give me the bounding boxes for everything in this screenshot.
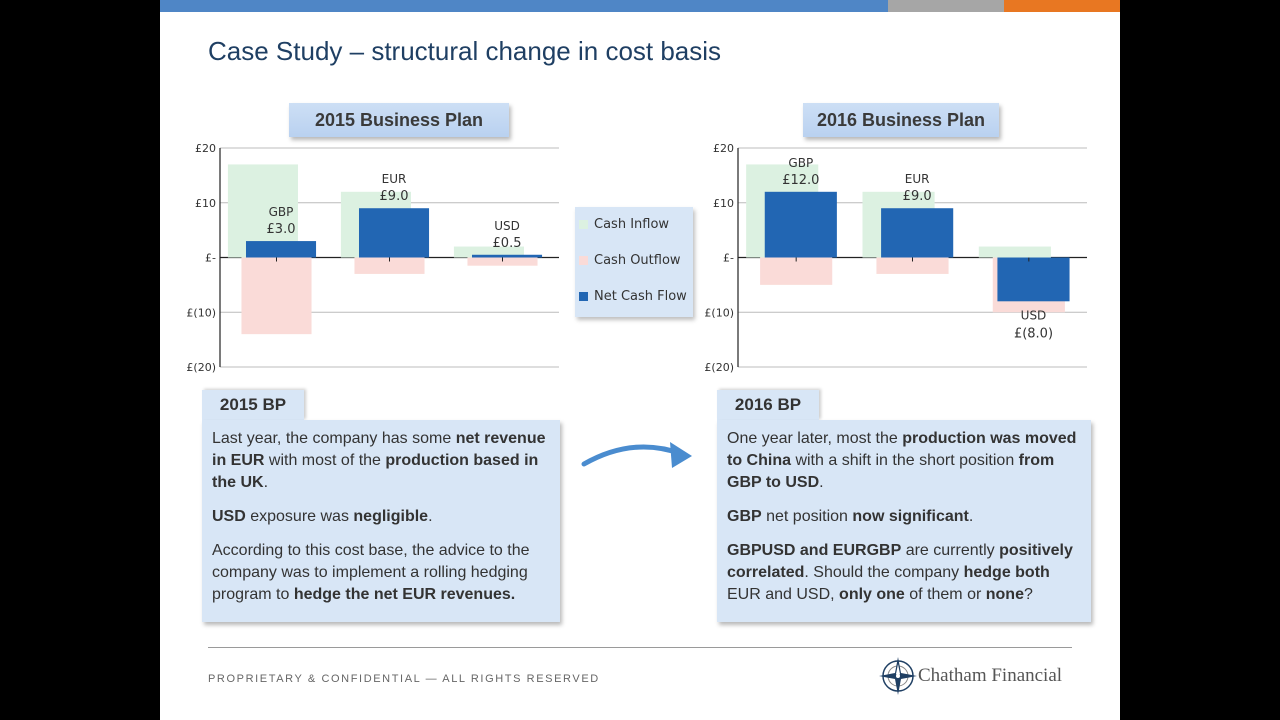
data-label: £9.0 xyxy=(379,189,409,205)
y-tick-label: £(10) xyxy=(704,306,734,320)
text: of them or xyxy=(904,586,986,603)
legend-item-net-cash-flow xyxy=(579,289,687,304)
top-bar-gray xyxy=(888,0,1004,12)
bar-cash-inflow-usd xyxy=(979,247,1051,258)
paragraph xyxy=(727,428,1081,494)
logo-text: Chatham Financial xyxy=(918,665,1063,686)
chart-title-2016: 2016 Business Plan xyxy=(803,103,999,137)
chart-2016-business-plan xyxy=(660,130,1100,390)
bold-text: production based in the UK xyxy=(212,452,539,491)
bold-text: only one xyxy=(839,586,905,603)
text: . xyxy=(968,508,974,525)
bar-net-cash-flow-gbp xyxy=(765,192,837,258)
footer-divider xyxy=(208,647,1072,648)
data-label: £0.5 xyxy=(492,235,522,251)
bold-text: now significant xyxy=(852,508,969,525)
bold-text: GBPUSD and EURGBP xyxy=(727,542,902,559)
category-label: GBP xyxy=(788,155,814,170)
tab-2016-bp: 2016 BP xyxy=(717,390,819,420)
y-tick-label: £10 xyxy=(195,196,216,210)
data-label: £12.0 xyxy=(782,172,820,188)
bold-text: none xyxy=(985,586,1024,603)
y-tick-label: £(10) xyxy=(186,306,216,320)
bar-cash-outflow-gbp xyxy=(241,258,311,335)
slide-title: Case Study – structural change in cost basis xyxy=(208,36,722,66)
bold-text: hedge both xyxy=(963,564,1050,581)
category-label: USD xyxy=(1020,308,1047,323)
bar-net-cash-flow-usd xyxy=(997,258,1069,302)
legend-swatch-net-cash-flow xyxy=(579,292,588,301)
text: ? xyxy=(1023,586,1033,603)
legend-item-cash-inflow xyxy=(579,217,669,232)
y-tick-label: £(20) xyxy=(704,361,734,374)
text: One year later, most the xyxy=(727,430,903,447)
curved-arrow-right-icon xyxy=(578,430,698,480)
category-label: USD xyxy=(494,218,520,233)
compass-rose-icon xyxy=(878,656,918,696)
text: . Should the company xyxy=(804,564,964,581)
chart-title-2015: 2015 Business Plan xyxy=(289,103,509,137)
paragraph xyxy=(727,506,1081,528)
text: net position xyxy=(761,508,853,525)
slide xyxy=(160,0,1120,720)
tab-2015-bp: 2015 BP xyxy=(202,390,304,420)
legend-swatch-cash-outflow xyxy=(579,256,588,265)
y-tick-label: £- xyxy=(723,251,734,265)
bold-text: positively correlated xyxy=(727,542,1073,581)
legend-label-net-cash-flow: Net Cash Flow xyxy=(594,289,687,304)
top-bar-blue xyxy=(160,0,888,12)
category-label: GBP xyxy=(268,205,294,220)
chart-2015-business-plan xyxy=(160,130,580,390)
footer-confidential: PROPRIETARY & CONFIDENTIAL — ALL RIGHTS RESERVED xyxy=(208,673,600,685)
legend-item-cash-outflow xyxy=(579,253,681,268)
data-label: £9.0 xyxy=(902,189,932,205)
data-label: £(8.0) xyxy=(1013,326,1054,342)
bold-text: GBP xyxy=(727,508,762,525)
data-label: £3.0 xyxy=(266,222,296,238)
bold-text: from GBP to USD xyxy=(727,452,1055,491)
y-tick-label: £10 xyxy=(713,196,734,210)
top-bar-orange xyxy=(1004,0,1120,12)
bold-text: production was moved to China xyxy=(727,430,1077,469)
paragraph xyxy=(727,540,1081,606)
category-label: EUR xyxy=(381,172,407,187)
text-box-2016-bp xyxy=(717,420,1091,622)
bold-text: net revenue in EUR xyxy=(212,430,546,469)
y-tick-label: £20 xyxy=(195,142,216,155)
bar-net-cash-flow-usd xyxy=(472,255,542,258)
text: . xyxy=(428,508,433,525)
y-tick-label: £20 xyxy=(713,142,734,155)
text: Last year, the company has some xyxy=(212,430,456,447)
bar-net-cash-flow-gbp xyxy=(246,241,316,257)
text: . xyxy=(263,474,269,491)
text: . xyxy=(819,474,824,491)
text-box-2015-bp xyxy=(202,420,560,622)
chart-legend xyxy=(575,207,693,317)
bar-cash-outflow-gbp xyxy=(760,258,832,285)
text: are currently xyxy=(901,542,1000,559)
bold-text: hedge the net EUR revenues. xyxy=(293,586,516,603)
text: exposure was xyxy=(245,508,354,525)
bold-text: negligible xyxy=(353,508,429,525)
legend-swatch-cash-inflow xyxy=(579,220,588,229)
legend-label-cash-outflow: Cash Outflow xyxy=(594,253,681,268)
text: EUR and USD, xyxy=(727,586,840,603)
paragraph xyxy=(212,506,550,528)
paragraph xyxy=(212,540,550,606)
bar-net-cash-flow-eur xyxy=(359,208,429,257)
category-label: EUR xyxy=(904,172,930,187)
y-tick-label: £- xyxy=(205,251,216,265)
legend-label-cash-inflow: Cash Inflow xyxy=(594,217,670,232)
text: According to this cost base, the advice to the company was to implement a rolling hedging program to xyxy=(212,542,530,603)
paragraph xyxy=(212,428,550,494)
text: with a shift in the short position xyxy=(791,452,1019,469)
text: with most of the xyxy=(264,452,386,469)
y-tick-label: £(20) xyxy=(186,361,216,374)
bar-net-cash-flow-eur xyxy=(881,208,953,257)
bold-text: USD xyxy=(212,508,246,525)
